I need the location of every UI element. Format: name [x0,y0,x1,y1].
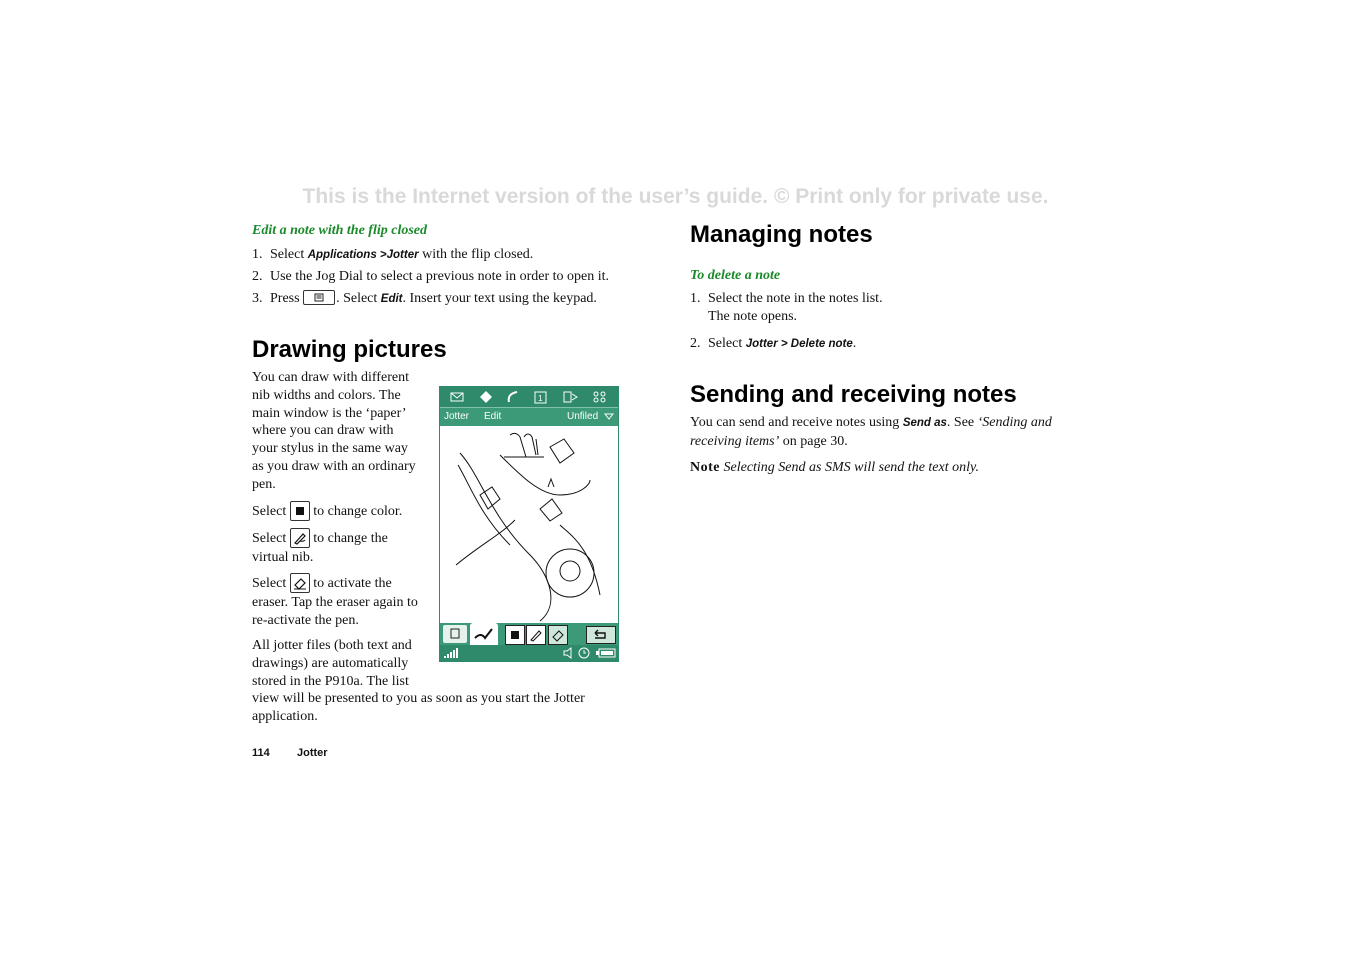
speaker-icon[interactable] [562,647,574,659]
drawing-toolbar [440,623,618,645]
page-number: 114 [252,747,270,759]
signal-strength-icon [443,647,459,659]
edit-step-2: 2. Use the Jog Dial to select a previous note in order to open it. [252,269,610,284]
managing-heading: Managing notes [690,221,873,248]
eraser-icon [290,573,310,593]
device-screenshot [439,386,619,662]
messaging-icon[interactable] [450,391,464,403]
nib-instruction: Select to change the virtual nib. [252,529,388,567]
svg-text:1: 1 [538,394,543,403]
watermark: This is the Internet version of the user’s guide. © Print only for private use. [302,185,1049,208]
color-button[interactable] [505,625,525,645]
eraser-instruction: Select to activate the eraser. Tap the eraser again to re-activate the pen. [252,574,418,630]
eraser-button[interactable] [548,625,568,645]
chevron-down-icon[interactable] [604,413,614,421]
multimedia-icon[interactable] [563,390,579,404]
battery-icon [596,648,616,658]
edit-heading: Edit a note with the flip closed [252,223,428,238]
calendar-icon[interactable] [534,390,548,404]
delete-step-2: 2. Select Jotter > Delete note. [690,336,857,351]
sending-heading: Sending and receiving notes [690,381,1017,408]
drawing-heading: Drawing pictures [252,336,447,363]
note-paragraph: Note Selecting Send as SMS will send the text only. [690,460,979,475]
clock-icon[interactable] [578,647,590,659]
applications-grid-icon[interactable] [592,390,608,404]
menu-key-icon [303,290,335,305]
phone-icon[interactable] [506,390,520,404]
sending-paragraph: You can send and receive notes using Send as. See ‘Sending and receiving items’ on page 30. [690,415,1052,449]
drawing-intro: You can draw with different nib widths and colors. The main window is the ‘paper’ where you can draw with your stylus in the same way as you draw with an ordinary pen. [252,370,416,492]
back-button[interactable] [586,626,616,644]
color-instruction: Select to change color. [252,502,402,522]
drawing-canvas[interactable] [440,425,618,623]
contacts-book-icon[interactable] [478,390,494,404]
folder-selector[interactable]: Unfiled [567,411,599,422]
delete-heading: To delete a note [690,268,781,283]
edit-step-1: 1. Select Applications >Jotter with the flip closed. [252,247,534,262]
menu-bar [440,407,618,426]
menu-jotter[interactable]: Jotter [444,411,470,422]
nib-button[interactable] [526,625,546,645]
status-bar [440,645,618,661]
files-paragraph: All jotter files (both text and drawings) are automatically stored in the P910a. The list view will be presented to you as soon as you start the Jotter application. [252,638,585,725]
delete-step-1: 1. Select the note in the notes list. The note opens. [690,291,883,324]
footer-section: Jotter [297,747,328,759]
edit-step-3: 3. Press . Select Edit. Insert your text using the keypad. [252,291,597,306]
text-mode-button[interactable] [443,625,467,643]
color-square-icon [290,501,310,521]
menu-edit[interactable]: Edit [484,411,502,422]
draw-mode-button[interactable] [470,623,498,645]
app-launcher-bar [440,387,618,407]
pen-nib-icon [290,528,310,548]
